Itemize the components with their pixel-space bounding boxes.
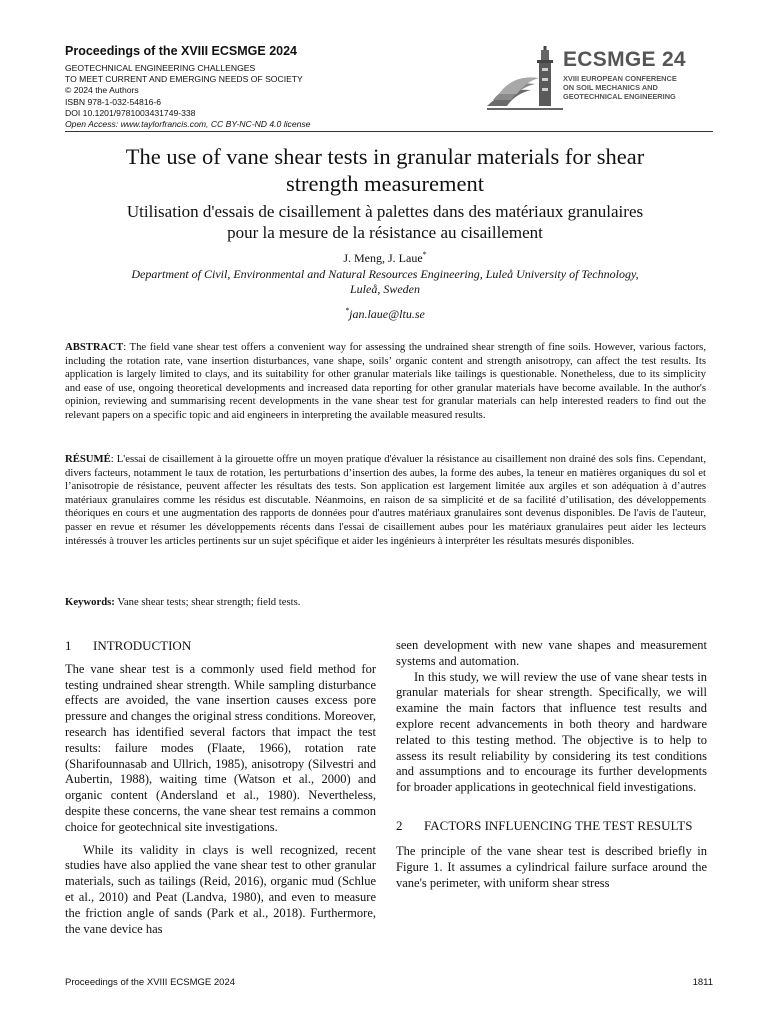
- footer-proceedings: Proceedings of the XVIII ECSMGE 2024: [65, 977, 236, 988]
- paragraph: While its validity in clays is well recognized, recent studies have also applied the vane shear test to other granular materials, such as tailings (Reid, 2016), organic mud (Schlue et al., 2010) and Peat (Landva, 1980), and even to measure the friction angle of sands (Park et al., 2018). Furthermore, the vane device has: [65, 842, 376, 936]
- page-header: [65, 44, 705, 130]
- email-address[interactable]: jan.laue@ltu.se: [349, 307, 425, 321]
- resume-label: RÉSUMÉ: [65, 453, 111, 465]
- publication-info: [65, 63, 310, 130]
- authors: [65, 251, 705, 266]
- affiliation-line: Department of Civil, Environmental and Natural Resources Engineering, Luleå University of Technology,: [131, 267, 639, 281]
- section-number: 1: [65, 638, 72, 653]
- section-heading: [65, 638, 376, 654]
- section-heading: [396, 818, 707, 834]
- logo-subtitle-line: XVIII EUROPEAN CONFERENCE: [563, 74, 677, 83]
- title-line: The use of vane shear tests in granular materials for shear: [125, 144, 645, 169]
- logo-name: ECSMGE 24: [563, 48, 686, 71]
- abstract-text: : The field vane shear test offers a convenient way for assessing the undrained shear strength of fine soils. However, various factors, including the rotation rate, vane insertion disturbances, vane shape, soils’ organic content and strength anisotropy, can affect the test results. Its application is largely limited to clays, and its suitability for other granular materials like tailings is questionable. Nonetheless, due to its simplicity and ease of use, ongoing theoretical developments and increased data reporting for other granular materials have become available. In the author's opinion, reviewing and summarising recent developments in the vane shear test for granular materials can help interested readers to find out the relevant papers on a specific topic and aid engineers in interpreting the available measured results.: [65, 341, 706, 421]
- lighthouse-wave-logo-icon: [485, 44, 565, 110]
- paragraph: seen development with new vane shapes and measurement systems and automation.: [396, 638, 707, 668]
- logo-subtitle-line: GEOTECHNICAL ENGINEERING: [563, 92, 676, 101]
- logo-subtitle: [563, 74, 677, 101]
- info-line: TO MEET CURRENT AND EMERGING NEEDS OF SOCIETY: [65, 74, 303, 85]
- section-title: INTRODUCTION: [93, 638, 192, 653]
- section-number: 2: [396, 817, 403, 833]
- paragraph: The principle of the vane shear test is described briefly in Figure 1. It assumes a cylindrical failure surface around the vane's perimeter, with uniform shear stress: [396, 843, 707, 890]
- affiliation: [65, 267, 705, 297]
- author-names: J. Meng, J. Laue: [343, 251, 423, 265]
- info-line: ISBN 978-1-032-54816-6: [65, 96, 162, 107]
- keywords: [65, 596, 706, 610]
- left-column: [65, 638, 376, 937]
- right-column: [396, 638, 707, 891]
- affiliation-line: Luleå, Sweden: [350, 282, 420, 296]
- section-title: FACTORS INFLUENCING THE TEST RESULTS: [424, 817, 693, 833]
- logo-subtitle-line: ON SOIL MECHANICS AND: [563, 83, 658, 92]
- open-access-line: Open Access: www.taylorfrancis.com, CC BY-NC-ND 4.0 license: [65, 119, 311, 130]
- conference-logo: [485, 44, 705, 110]
- subtitle-line: Utilisation d'essais de cisaillement à palettes dans des matériaux granulaires: [126, 202, 644, 221]
- contact-email: [65, 307, 705, 322]
- paper-subtitle: [65, 201, 705, 243]
- abstract-label: ABSTRACT: [65, 341, 124, 353]
- proceedings-title: Proceedings of the XVIII ECSMGE 2024: [65, 44, 298, 58]
- paragraph: The vane shear test is a commonly used field method for testing undrained shear strength. While sampling disturbance effects are avoided, the vane insertion causes excess pore pressure and changes the original stress conditions. Moreover, research has identified several factors that impact the test results: failure modes (Flaate, 1966), rotation rate (Sharifounnasab and Ullrich, 1985), anisotropy (Silvestri and Aubertin, 1988), waiting time (Watson et al., 2000) and organic content (Andersland et al., 1980). Nevertheless, despite these concerns, the vane shear test remains a common choice for geotechnical site investigations.: [65, 661, 376, 834]
- keywords-label: Keywords:: [65, 596, 115, 608]
- subtitle-line: pour la mesure de la résistance au cisaillement: [227, 223, 543, 242]
- resume: [65, 453, 706, 548]
- paper-title: [65, 143, 705, 197]
- info-line: GEOTECHNICAL ENGINEERING CHALLENGES: [65, 63, 256, 73]
- corresponding-mark: *: [422, 250, 427, 259]
- info-line: © 2024 the Authors: [65, 85, 139, 96]
- keywords-text: Vane shear tests; shear strength; field tests.: [114, 596, 301, 608]
- title-line: strength measurement: [285, 171, 485, 196]
- email-mark: *: [345, 306, 350, 315]
- resume-text: : L'essai de cisaillement à la girouette offre un moyen pratique d'évaluer la résistance au cisaillement non drainé des sols fins. Cependant, divers facteurs, notamment le taux de rotation, les perturbations d’insertion des aubes, la forme des aubes, la teneur en matières organiques du sol et l’anisotropie de résistance, peuvent affecter les résultats des tests. Son application est largement limitée aux argiles et son adéquation à d’autres matériaux granulaires comme les résidus est discutable. Néanmoins, en raison de sa simplicité et de sa facilité d’utilisation, des développements théoriques en cours et une augmentation des rapports de données pour d'autres matériaux granulaires sont devenus disponibles. De l'avis de l'auteur, passer en revue et résumer les développements récents dans l'essai de cisaillement aubes pour les matériaux granulaires peut aider les lecteurs intéressés à trouver les articles pertinents sur un sujet spécifique et aider les ingénieurs à interpréter les résultats mesurés disponibles.: [65, 453, 706, 547]
- header-divider: [65, 131, 713, 132]
- paragraph: In this study, we will review the use of vane shear tests in granular materials for shear strength. Specifically, we will examine the main factors that influence test results and explore recent advancements in both theory and hardware related to this testing method. The objective is to help to assess its result reliability by considering its test conditions and assumptions and to encourage its further developments for broader applications in geotechnical field investigations.: [396, 669, 707, 795]
- abstract: [65, 341, 706, 423]
- page-number: 1811: [692, 977, 713, 988]
- info-line: DOI 10.1201/9781003431749-338: [65, 107, 196, 118]
